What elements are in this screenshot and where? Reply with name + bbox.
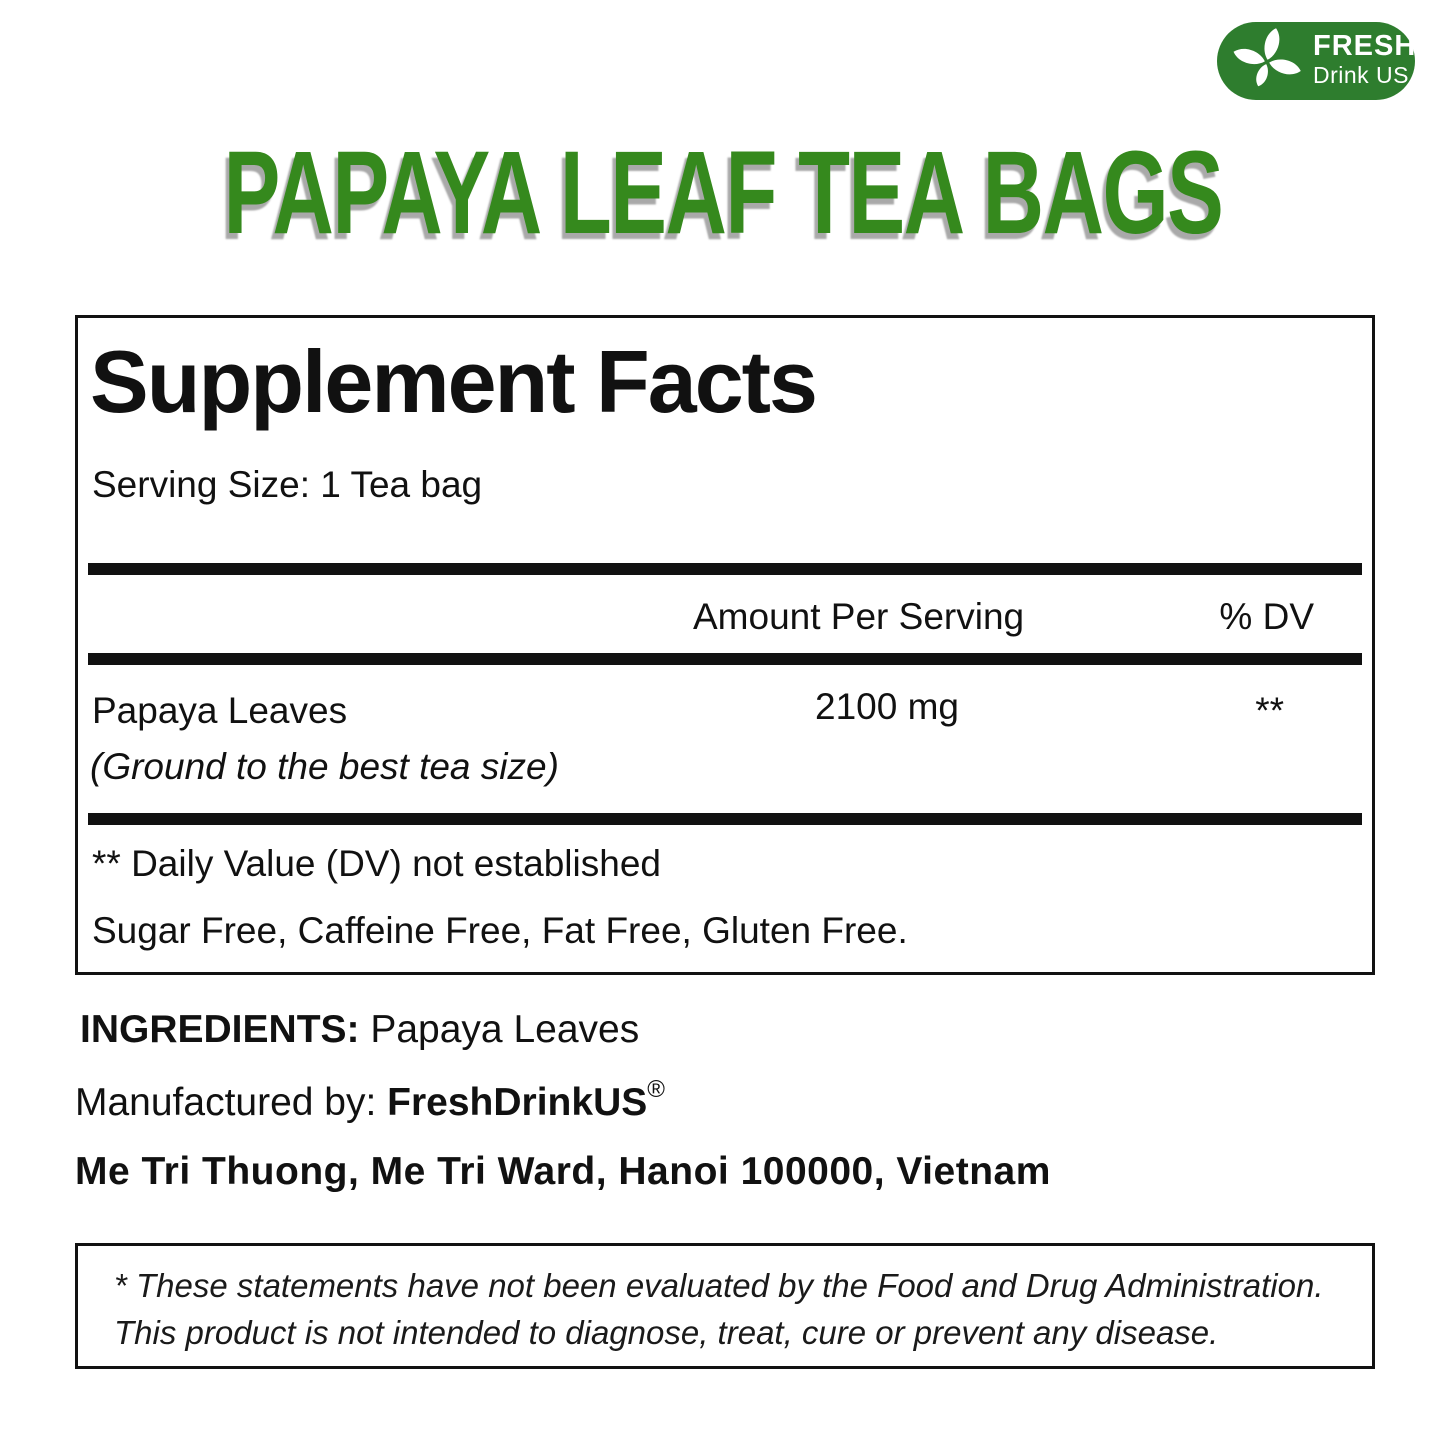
brand-subtitle: Drink US [1313, 62, 1410, 88]
supplement-facts-panel [75, 315, 1375, 975]
product-title: PAPAYA LEAF TEA BAGS [223, 127, 1222, 259]
serving-size: Serving Size: 1 Tea bag [92, 464, 483, 505]
address-line: Me Tri Thuong, Me Tri Ward, Hanoi 100000, Vietnam [75, 1150, 1051, 1193]
leaf-cluster-icon [1229, 24, 1305, 100]
divider-bar-thick [88, 813, 1362, 825]
manufacturer-label: Manufactured by: [75, 1081, 388, 1124]
divider-bar-thick [88, 563, 1362, 575]
brand-text [1313, 32, 1416, 87]
ingredients-value: Papaya Leaves [359, 1008, 640, 1051]
footnote-daily-value: ** Daily Value (DV) not established [92, 843, 661, 884]
ingredient-note: (Ground to the best tea size) [90, 746, 559, 787]
ingredients-label: INGREDIENTS: [80, 1008, 360, 1051]
ingredient-name: Papaya Leaves [92, 690, 348, 731]
registered-trademark-icon: ® [647, 1076, 665, 1103]
brand-logo [1217, 22, 1415, 100]
disclaimer-box [75, 1243, 1375, 1369]
ingredient-dv: ** [1255, 690, 1284, 731]
disclaimer-line-2: This product is not intended to diagnose, treat, cure or prevent any disease. [114, 1313, 1219, 1351]
divider-bar-thick [88, 653, 1362, 665]
column-header-dv: % DV [1219, 596, 1314, 637]
column-header-amount: Amount Per Serving [693, 596, 1025, 637]
facts-heading: Supplement Facts [90, 332, 816, 431]
ingredient-amount: 2100 mg [815, 686, 959, 727]
brand-name: FRESH [1313, 30, 1417, 62]
footnote-free-claims: Sugar Free, Caffeine Free, Fat Free, Gluten Free. [92, 910, 908, 951]
manufacturer-brand: FreshDrinkUS [387, 1081, 648, 1124]
manufacturer-line [75, 1076, 665, 1125]
ingredients-line [80, 1008, 639, 1052]
disclaimer-line-1: * These statements have not been evaluated by the Food and Drug Administration. [114, 1267, 1324, 1304]
